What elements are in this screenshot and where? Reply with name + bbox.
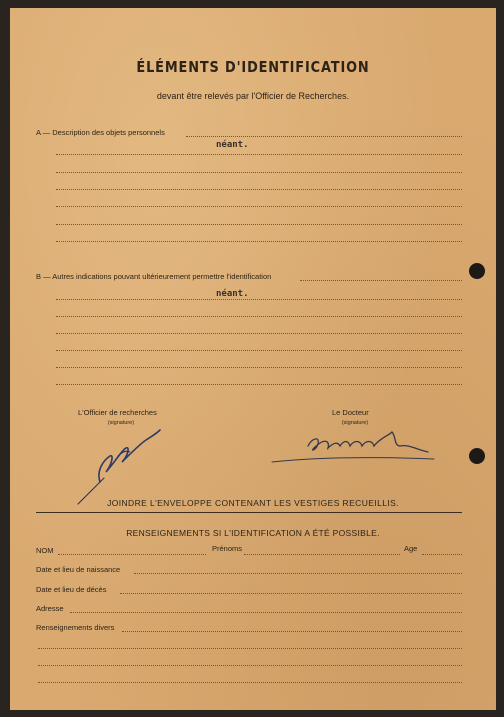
deces-line [120, 593, 462, 594]
prenoms-line [244, 554, 400, 555]
ruled-line [56, 333, 462, 334]
nom-line [58, 554, 206, 555]
ruled-line [56, 172, 462, 173]
ruled-line [56, 299, 462, 300]
form-subtitle: devant être relevés par l'Officier de Recherches. [156, 91, 350, 101]
nom-label: NOM [36, 546, 54, 555]
age-label: Age [404, 544, 418, 553]
ruled-line [56, 206, 462, 207]
section-b-value: néant. [216, 289, 249, 299]
punch-hole [469, 448, 485, 464]
ruled-line [56, 241, 462, 242]
divers-label: Renseignements divers [36, 623, 115, 632]
naissance-label: Date et lieu de naissance [36, 565, 121, 574]
enclosure-instruction: JOINDRE L'ENVELOPPE CONTENANT LES VESTIGES RECUEILLIS. [107, 498, 399, 508]
doctor-handwritten-signature [268, 426, 438, 466]
ruled-line [56, 384, 462, 385]
ruled-line [56, 189, 462, 190]
officer-signature-note: (signature) [107, 420, 135, 426]
age-line [422, 554, 462, 555]
punch-hole [469, 263, 485, 279]
form-sheet [10, 8, 496, 710]
prenoms-label: Prénoms [212, 544, 243, 553]
section-divider [36, 512, 462, 513]
ruled-line [56, 224, 462, 225]
ruled-line [56, 350, 462, 351]
form-title: ÉLÉMENTS D'IDENTIFICATION [136, 58, 370, 76]
ruled-line [38, 648, 462, 649]
section-b-label: B — Autres indications pouvant ultérieurement permettre l'identification [36, 272, 272, 281]
section-a-line [186, 136, 462, 137]
adresse-line [70, 612, 462, 613]
ruled-line [38, 682, 462, 683]
officer-signature-label: L'Officier de recherches [78, 408, 157, 417]
section-a-value: néant. [216, 140, 249, 150]
section-b-line [300, 280, 462, 281]
ruled-line [56, 316, 462, 317]
naissance-line [134, 573, 462, 574]
doctor-signature-note: (signature) [341, 420, 369, 426]
adresse-label: Adresse [36, 604, 64, 613]
divers-line [122, 631, 462, 632]
officer-handwritten-signature [60, 420, 170, 510]
identification-heading: RENSEIGNEMENTS SI L'IDENTIFICATION A ÉTÉ POSSIBLE. [126, 528, 380, 538]
ruled-line [56, 367, 462, 368]
section-a-label: A — Description des objets personnels [36, 128, 165, 137]
ruled-line [38, 665, 462, 666]
doctor-signature-label: Le Docteur [332, 408, 369, 417]
deces-label: Date et lieu de décès [36, 585, 107, 594]
ruled-line [56, 154, 462, 155]
